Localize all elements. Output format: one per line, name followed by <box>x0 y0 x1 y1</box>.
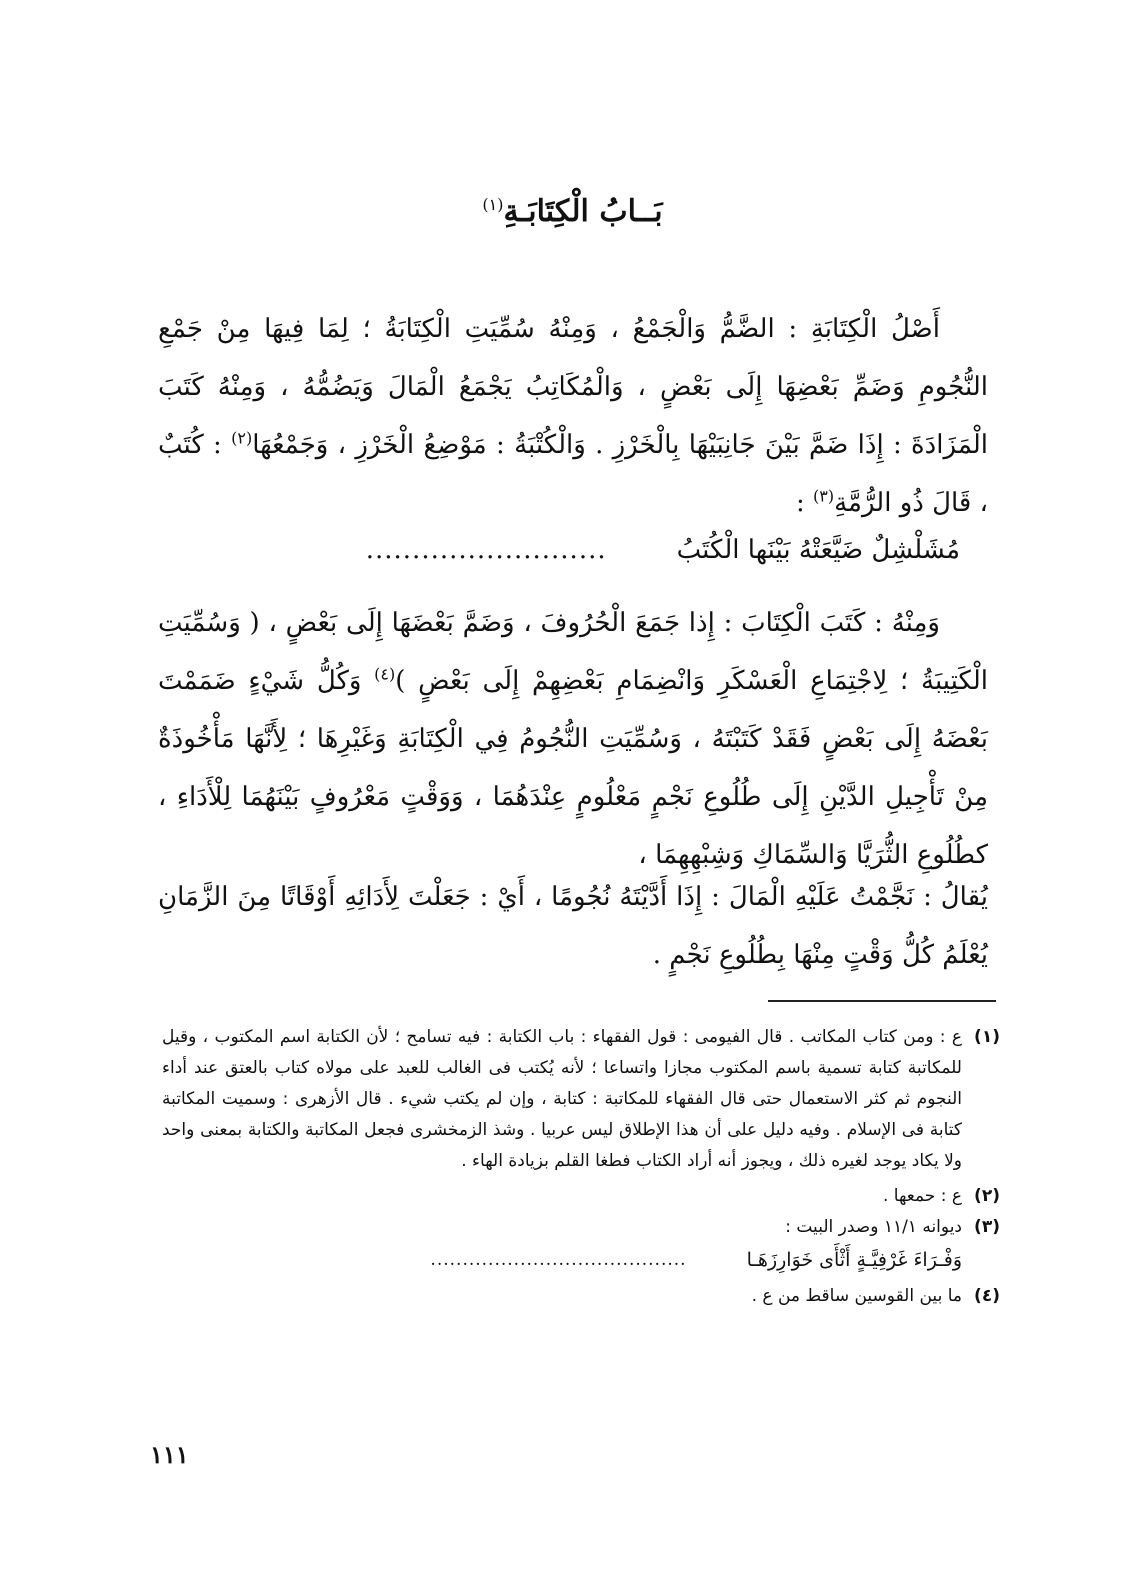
footnote-2 <box>162 1181 1000 1212</box>
chapter-title <box>0 188 1145 236</box>
footnote-verse-dots: ........................................ <box>430 1250 687 1270</box>
footnote-text: ع : ومن كتاب المكاتب . قال الفيومى : قول الفقهاء : باب الكتابة : فيه تسامح ؛ لأن الكتابة اسم المكتوب ، وقيل للمكاتبة كتابة تسمية باسم المكتوب مجازا واتساعا ؛ لأنه يُكتب فى الغالب للعبد على مولاه كتاب بالعتق عند أداء النجوم ثم كثر الاستعمال حتى قال الفقهاء للمكاتبة : كتابة ، وإن لم يكتب شيء . قال الأزهرى : وسميت المكاتبة كتابة فى الإسلام . وفيه دليل على أن هذا الإطلاق ليس عربيا . وشذ الزمخشرى فجعل المكاتبة والكتابة بمعنى واحد ولا يكاد يوجد لغيره ذلك ، ويجوز أنه أراد الكتاب فطغا القلم بزيادة الهاء . <box>162 1027 962 1171</box>
footnote-3-verse <box>162 1243 962 1277</box>
paragraph-2-text: وَمِنْهُ : كَتَبَ الْكِتَابَ : إِذا جَمَعَ الْحُرُوفَ ، وَضَمَّ بَعْضَهَا إِلَى بَعْضٍ ، ( وَسُمِّيَتِ الْكَتِيبَةُ ؛ لِاجْتِمَاعِ الْعَسْكَرِ وَانْضِمَامِ بَعْضِهِمْ إِلَى بَعْضٍ ) <box>158 608 988 696</box>
paragraph-2 <box>158 594 988 884</box>
footnote-marker-4: (٤) <box>374 664 396 684</box>
footnotes <box>162 1022 1000 1312</box>
footnote-verse-hemistich: وَفْـرَاءَ غَرْفِيَّـةٍ أَثْأَى خَوَارِزَهَـا <box>746 1249 962 1271</box>
chapter-title-footnote-marker: (١) <box>482 195 504 214</box>
footnote-marker-2: (٢) <box>231 428 253 448</box>
paragraph-1-text: أَصْلُ الْكِتَابَةِ : الضَّمُّ وَالْجَمْعُ ، وَمِنْهُ سُمِّيَتِ الْكِتَابَةُ ؛ لِمَا فِيهَا مِنْ جَمْعِ النُّجُومِ وَضَمِّ بَعْضِهَا إِلَى بَعْضٍ ، وَالْمُكَاتِبُ يَجْمَعُ الْمَالَ وَيَضُمُّهُ ، وَمِنْهُ كَتَبَ الْمَزَادَةَ : إِذَا ضَمَّ بَيْنَ جَانِبَيْهَا بِالْخَرْزِ . وَالْكُتْبَةُ : مَوْضِعُ الْخَرْزِ ، وَجَمْعُهَا <box>158 314 989 460</box>
paragraph-1-text-end: : <box>795 488 813 518</box>
footnote-separator <box>768 1000 996 1002</box>
footnote-number: (١) <box>974 1027 1000 1047</box>
verse-omitted-dots: .......................... <box>365 535 607 565</box>
paragraph-3 <box>158 868 988 984</box>
footnote-number: (٢) <box>974 1186 1000 1206</box>
footnote-text: ع : حمعها . <box>882 1186 962 1206</box>
footnote-text: ديوانه ١١/١ وصدر البيت : <box>785 1217 962 1237</box>
footnote-text: ما بين القوسين ساقط من ع . <box>751 1286 962 1306</box>
footnote-3 <box>162 1212 1000 1243</box>
paragraph-2-text-continued: وَكُلُّ شَيْءٍ ضَمَمْتَ بَعْضَهُ إِلَى بَعْضٍ فَقَدْ كَتَبْتَهُ ، وَسُمِّيَتِ النُّجُومُ فِي الْكِتَابَةِ وَغَيْرِهَا ؛ لِأَنَّهَا مَأْخُوذَةٌ مِنْ تَأْجِيلِ الدَّيْنِ إِلَى طُلُوعِ نَجْمٍ مَعْلُومٍ عِنْدَهُمَا ، وَوَقْتٍ مَعْرُوفٍ بَيْنَهُمَا لِلْأَدَاءِ ، كطُلُوعِ الثُّرَيَّا وَالسِّمَاكِ وَشِبْهِهِمَا ، <box>158 666 988 870</box>
verse-hemistich: مُشَلْشِلٌ ضَيَّعَتْهُ بَيْنَها الْكُتَبُ <box>676 535 960 565</box>
poetry-verse <box>200 520 960 580</box>
paragraph-1-text-continued: : كُتَبٌ ، قَالَ ذُو الرُّمَّةِ <box>158 430 988 518</box>
footnote-1 <box>162 1022 1000 1177</box>
footnote-number: (٣) <box>974 1217 1000 1237</box>
footnote-marker-3: (٣) <box>812 486 835 506</box>
footnote-4 <box>162 1281 1000 1312</box>
paragraph-3-text: يُقالُ : نَجَّمْتُ عَلَيْهِ الْمَالَ : إِذَا أَدَّيْتَهُ نُجُومًا ، أَيْ : جَعَلْتَ لِأَدَائِهِ أَوْقَاتًا مِنَ الزَّمَانِ يُعْلَمُ كُلُّ وَقْتٍ مِنْهَا بِطُلُوعِ نَجْمٍ . <box>158 882 988 970</box>
page-number: ١١١ <box>150 1440 189 1469</box>
paragraph-1 <box>158 300 988 532</box>
footnote-number: (٤) <box>974 1286 1000 1306</box>
chapter-title-text: بَــابُ الْكِتَابَـةِ <box>503 194 663 229</box>
